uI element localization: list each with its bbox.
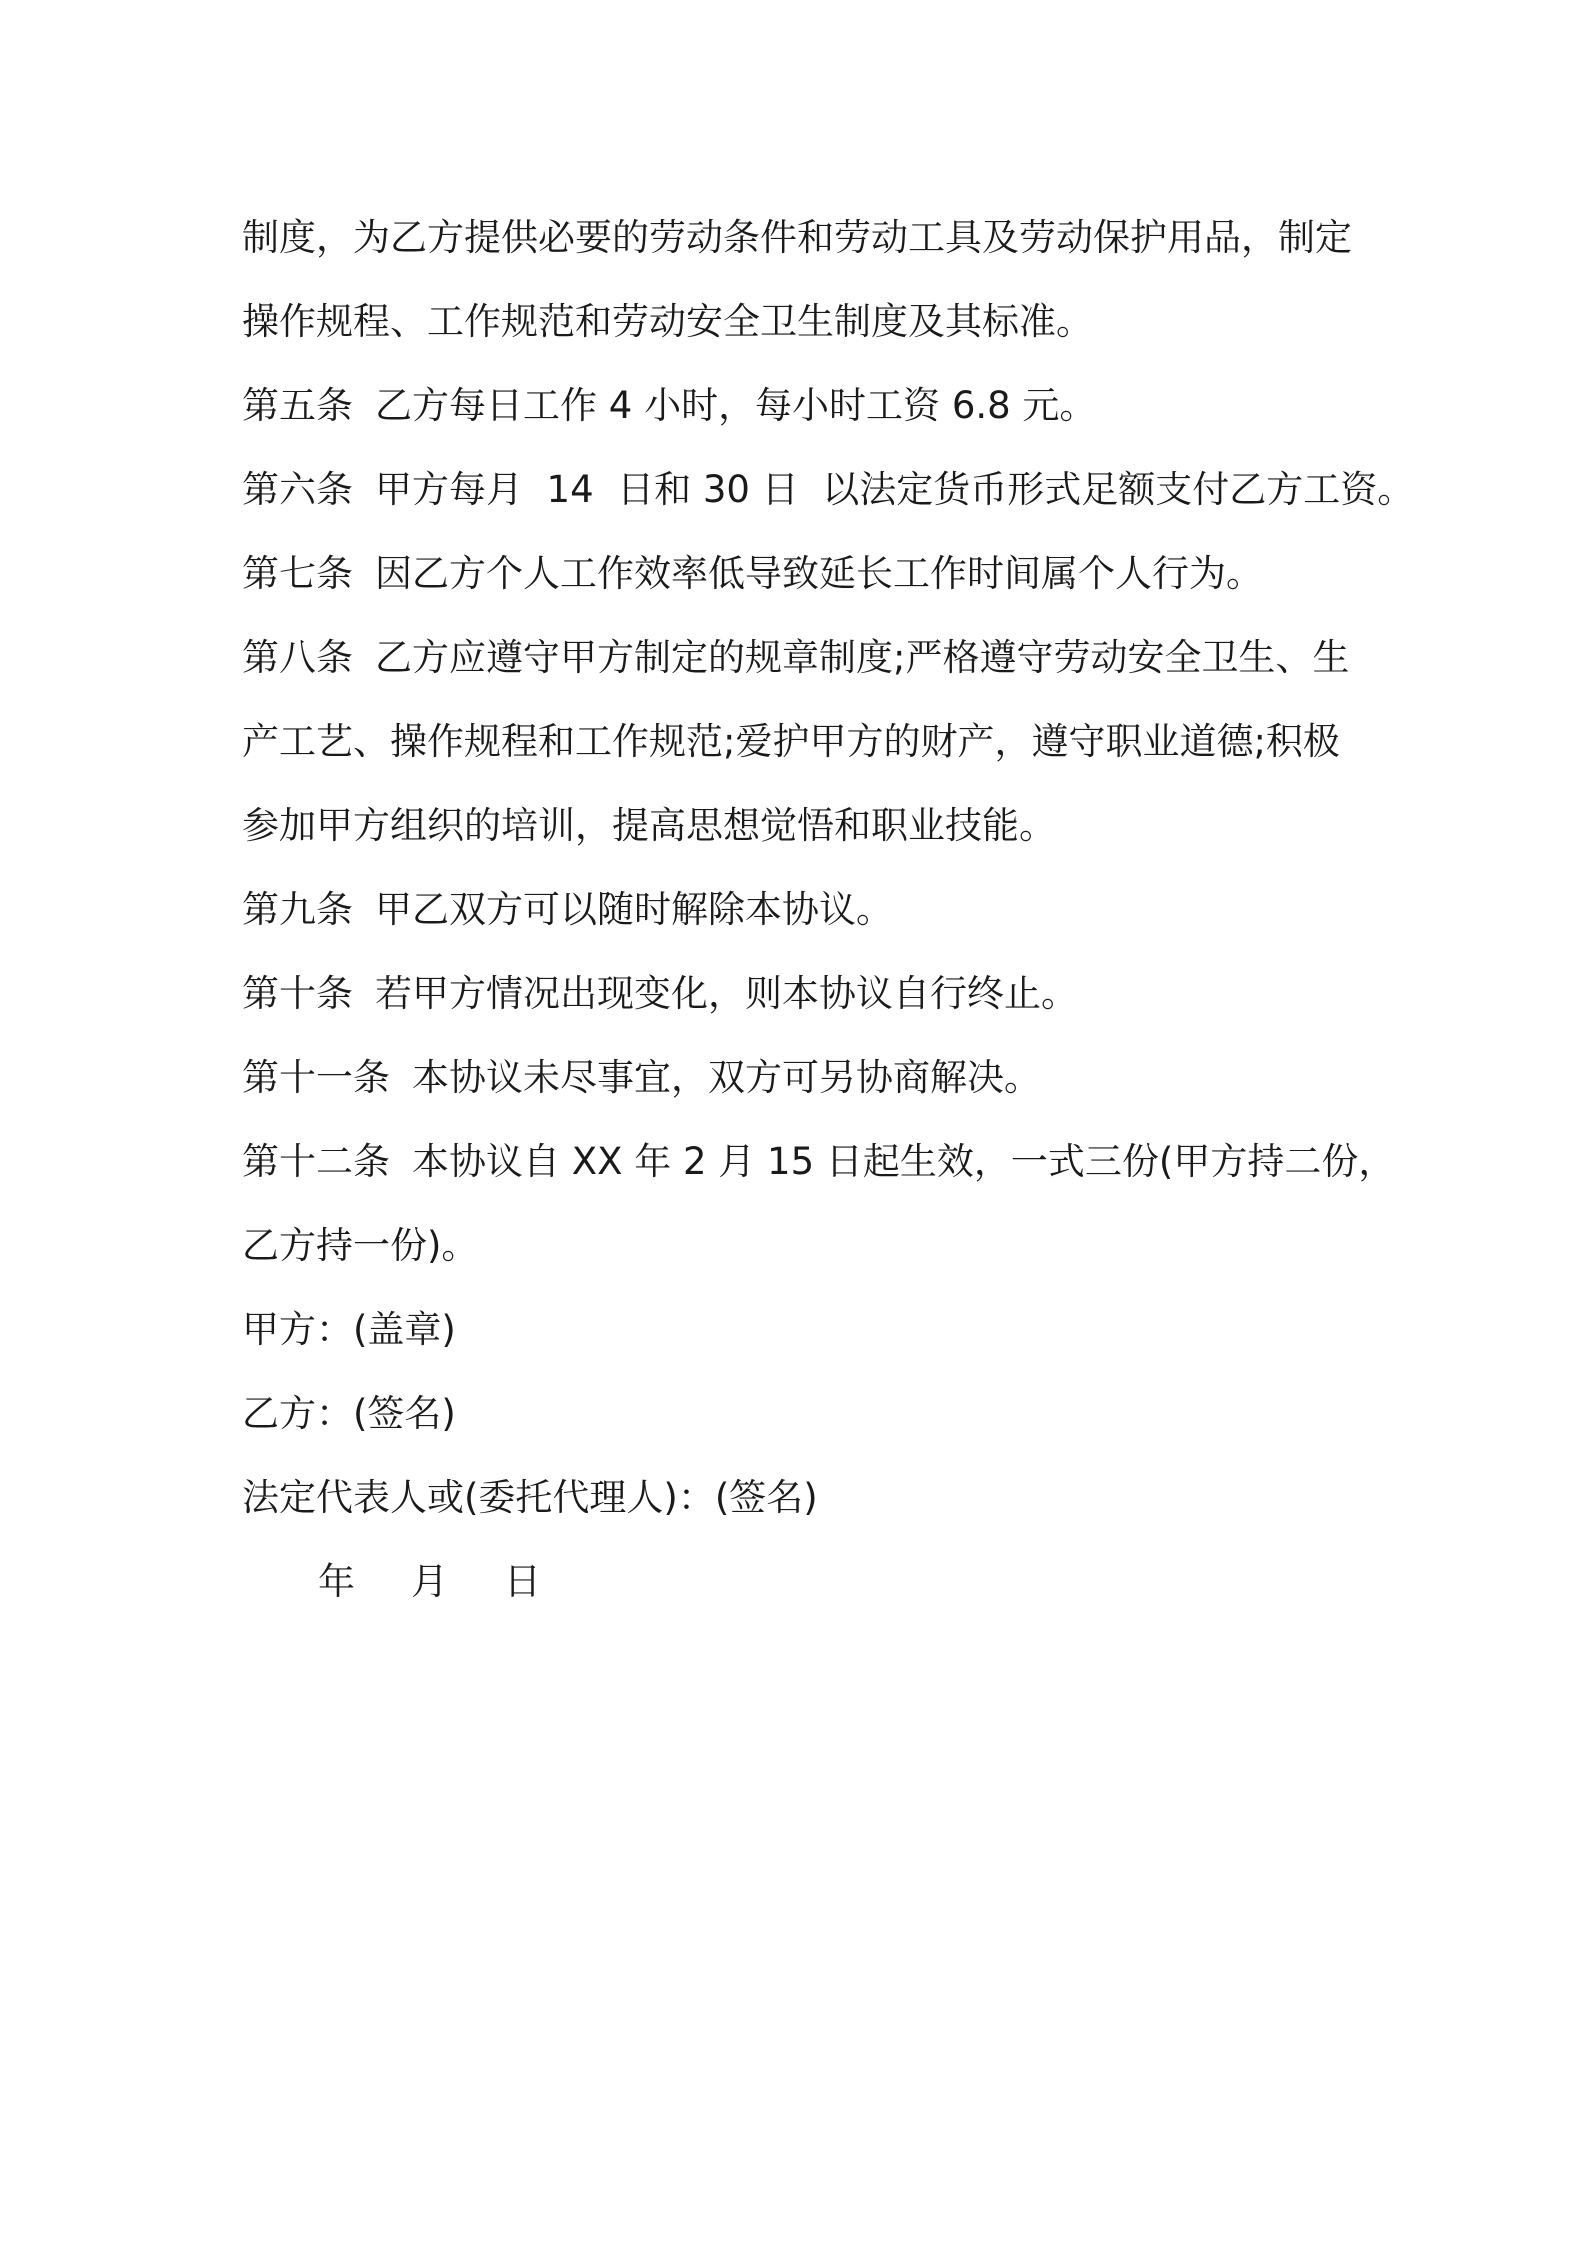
clause-text: 乙方应遵守甲方制定的规章制度;严格遵守劳动安全卫生、生 — [375, 636, 1350, 679]
clause-text: 乙方每日工作 4 小时，每小时工资 6.8 元。 — [375, 384, 1097, 427]
clause-text: 若甲方情况出现变化，则本协议自行终止。 — [375, 972, 1078, 1015]
date-year: 年 — [318, 1560, 355, 1603]
clause-heading: 第八条 — [242, 636, 353, 679]
clause-10 — [242, 952, 1402, 1036]
clause-text: 本协议自 XX 年 2 月 15 日起生效，一式三份(甲方持二份， — [412, 1140, 1396, 1183]
clause-11 — [242, 1036, 1402, 1120]
line-text: 制度，为乙方提供必要的劳动条件和劳动工具及劳动保护用品，制定 — [242, 216, 1352, 259]
line-text: 乙方：(签名) — [242, 1392, 456, 1435]
line-text: 操作规程、工作规范和劳动安全卫生制度及其标准。 — [242, 300, 1093, 343]
paragraph-line — [242, 280, 1402, 364]
clause-heading: 第七条 — [242, 552, 353, 595]
clause-7 — [242, 532, 1402, 616]
line-text: 参加甲方组织的培训，提高思想觉悟和职业技能。 — [242, 804, 1056, 847]
clause-text: 甲方每月 14 日和 30 日 以法定货币形式足额支付乙方工资。 — [375, 468, 1415, 511]
legal-representative-line — [242, 1456, 1402, 1540]
clause-heading: 第十一条 — [242, 1056, 390, 1099]
party-a-signature-line — [242, 1288, 1402, 1372]
clause-5 — [242, 364, 1402, 448]
clause-heading: 第十条 — [242, 972, 353, 1015]
clause-text: 甲乙双方可以随时解除本协议。 — [375, 888, 893, 931]
document-body — [242, 196, 1415, 1624]
clause-heading: 第五条 — [242, 384, 353, 427]
date-line — [242, 1540, 1402, 1624]
clause-6 — [242, 448, 1415, 532]
clause-text: 本协议未尽事宜，双方可另协商解决。 — [412, 1056, 1041, 1099]
line-text: 甲方：(盖章) — [242, 1308, 456, 1351]
paragraph-line — [242, 700, 1402, 784]
clause-12 — [242, 1120, 1402, 1204]
paragraph-line — [242, 196, 1402, 280]
line-text: 乙方持一份)。 — [242, 1224, 479, 1267]
date-day: 日 — [504, 1560, 541, 1603]
clause-heading: 第六条 — [242, 468, 353, 511]
date-month: 月 — [411, 1560, 448, 1603]
clause-heading: 第九条 — [242, 888, 353, 931]
clause-text: 因乙方个人工作效率低导致延长工作时间属个人行为。 — [375, 552, 1263, 595]
paragraph-line — [242, 1204, 1402, 1288]
clause-9 — [242, 868, 1402, 952]
paragraph-line — [242, 784, 1402, 868]
line-text: 法定代表人或(委托代理人)：(签名) — [242, 1476, 818, 1519]
clause-8 — [242, 616, 1402, 700]
party-b-signature-line — [242, 1372, 1402, 1456]
clause-heading: 第十二条 — [242, 1140, 390, 1183]
line-text: 产工艺、操作规程和工作规范;爱护甲方的财产，遵守职业道德;积极 — [242, 720, 1340, 763]
